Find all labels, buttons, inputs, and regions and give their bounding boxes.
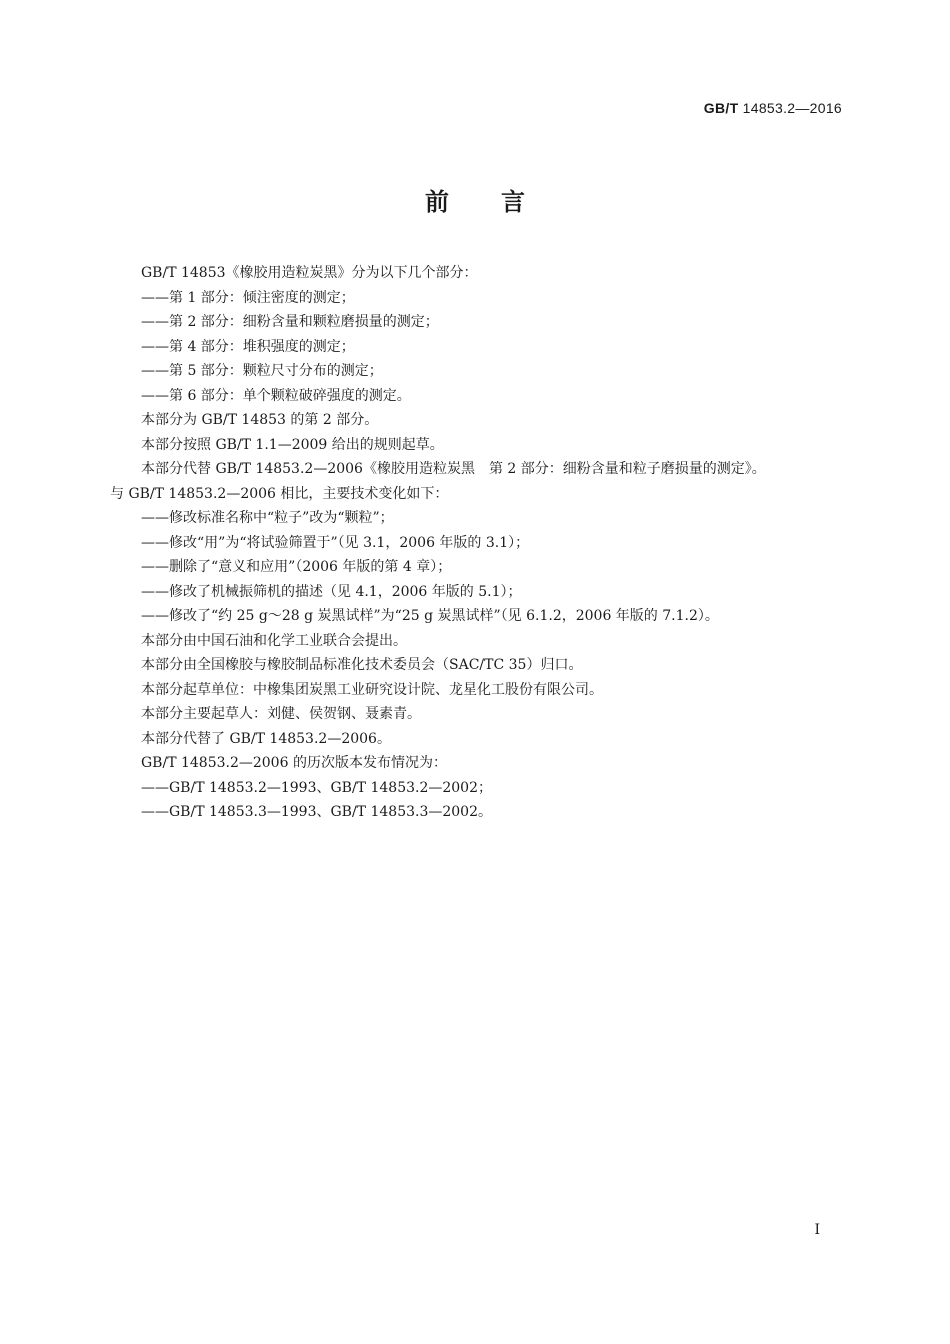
standard-code-number: 14853.2—2016 <box>742 100 842 116</box>
list-item: ——GB/T 14853.3—1993、GB/T 14853.3—2002。 <box>141 804 492 820</box>
list-item: ——删除了“意义和应用”（2006 年版的第 4 章）； <box>141 559 452 575</box>
paragraph: 本部分按照 GB/T 1.1—2009 给出的规则起草。 <box>141 436 444 453</box>
foreword-body <box>110 261 845 825</box>
standard-code-prefix: GB/T <box>703 100 739 116</box>
list-item: ——第 6 部分：单个颗粒破碎强度的测定。 <box>141 387 411 404</box>
paragraph: 本部分主要起草人：刘健、侯贺钢、聂素青。 <box>141 706 421 722</box>
list-item: ——修改了“约 25 g～28 g 炭黑试样”为“25 g 炭黑试样”（见 6.1.2，2006 年版的 7.1.2）。 <box>141 608 719 624</box>
list-item: ——GB/T 14853.2—1993、GB/T 14853.2—2002； <box>141 779 492 796</box>
paragraph-continuation: 与 GB/T 14853.2—2006 相比，主要技术变化如下： <box>110 485 449 502</box>
list-item: ——第 1 部分：倾注密度的测定； <box>141 289 355 306</box>
list-item: ——修改了机械振筛机的描述（见 4.1，2006 年版的 5.1）； <box>141 583 522 600</box>
standard-code <box>704 100 842 116</box>
paragraph: 本部分由全国橡胶与橡胶制品标准化技术委员会（SAC/TC 35）归口。 <box>141 657 583 673</box>
paragraph: 本部分代替 GB/T 14853.2—2006《橡胶用造粒炭黑 第 2 部分：细粉含量和粒子磨损量的测定》。 <box>141 461 766 477</box>
paragraph: 本部分代替了 GB/T 14853.2—2006。 <box>141 730 391 747</box>
page-number: I <box>814 1222 820 1238</box>
paragraph: 本部分起草单位：中橡集团炭黑工业研究设计院、龙星化工股份有限公司。 <box>141 681 603 698</box>
list-item: ——修改标准名称中“粒子”改为“颗粒”； <box>141 510 394 526</box>
list-item: ——第 2 部分：细粉含量和颗粒磨损量的测定； <box>141 314 439 330</box>
paragraph: 本部分由中国石油和化学工业联合会提出。 <box>141 632 407 649</box>
paragraph: 本部分为 GB/T 14853 的第 2 部分。 <box>141 412 379 428</box>
paragraph: GB/T 14853.2—2006 的历次版本发布情况为： <box>141 755 447 771</box>
list-item: ——第 5 部分：颗粒尺寸分布的测定； <box>141 363 383 379</box>
list-item: ——第 4 部分：堆积强度的测定； <box>141 338 355 355</box>
page-title: 前言 <box>425 188 577 216</box>
paragraph: GB/T 14853《橡胶用造粒炭黑》分为以下几个部分： <box>141 265 478 281</box>
list-item: ——修改“用”为“将试验筛置于”（见 3.1，2006 年版的 3.1）； <box>141 534 530 551</box>
